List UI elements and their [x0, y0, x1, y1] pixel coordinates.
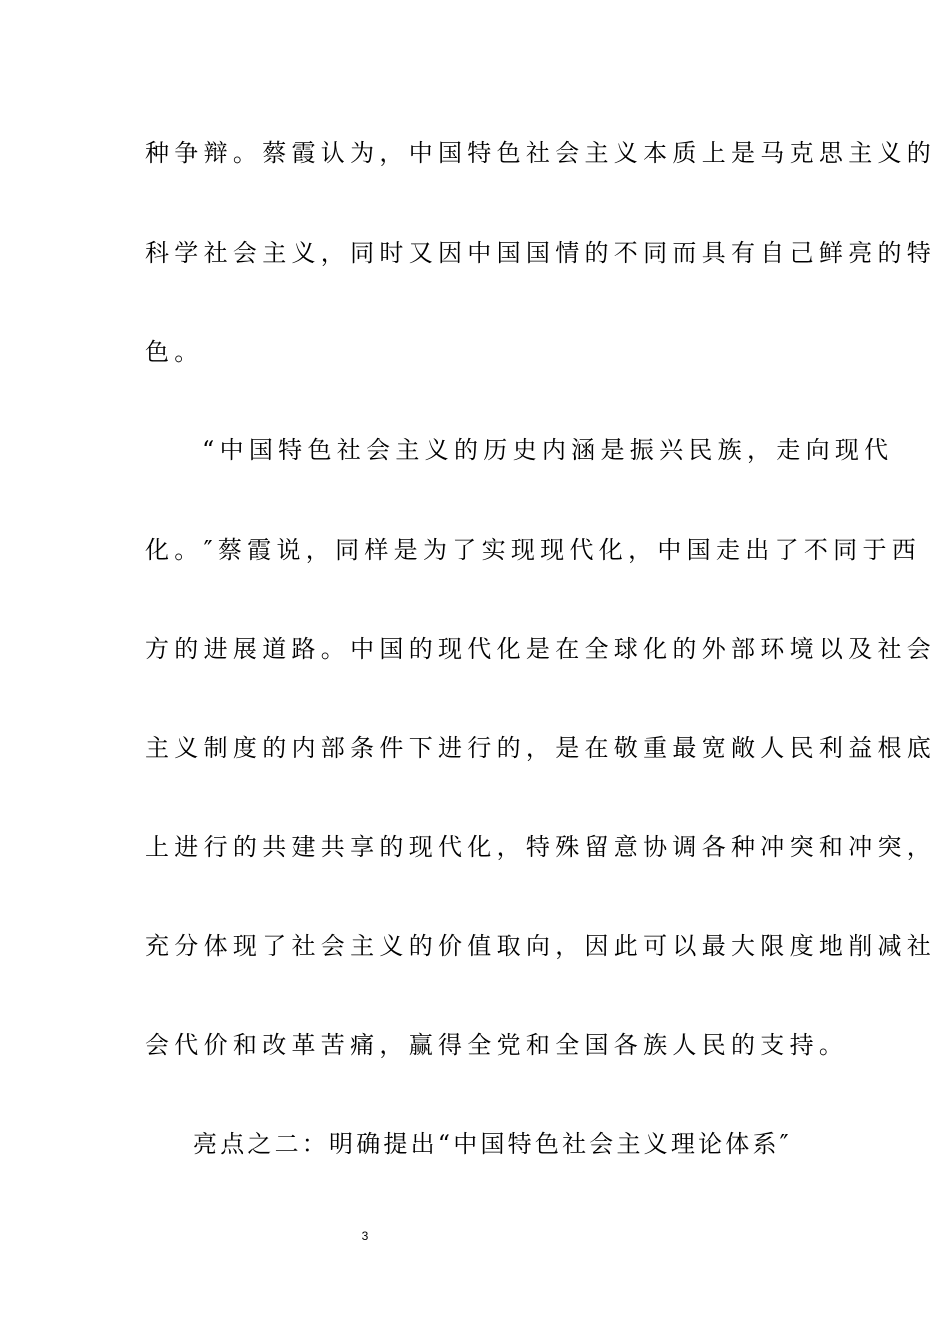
text-line: 色。: [145, 338, 204, 366]
text-line: 上进行的共建共享的现代化，特殊留意协调各种冲突和冲突，: [145, 833, 937, 861]
page-number: 3: [361, 1229, 369, 1243]
text-line: 主义制度的内部条件下进行的，是在敬重最宽敞人民利益根底: [145, 734, 937, 762]
text-line: 种争辩。蔡霞认为，中国特色社会主义本质上是马克思主义的: [145, 139, 937, 167]
section-heading: 亮点之二：明确提出“中国特色社会主义理论体系″: [193, 1130, 792, 1158]
text-line: 方的进展道路。中国的现代化是在全球化的外部环境以及社会: [145, 635, 937, 663]
text-line: 充分体现了社会主义的价值取向，因此可以最大限度地削减社: [145, 932, 937, 960]
text-line: 科学社会主义，同时又因中国国情的不同而具有自己鲜亮的特: [145, 239, 937, 267]
text-line: “中国特色社会主义的历史内涵是振兴民族，走向现代: [202, 436, 894, 464]
text-line: 化。″蔡霞说，同样是为了实现现代化，中国走出了不同于西: [145, 536, 922, 564]
text-line: 会代价和改革苦痛，赢得全党和全国各族人民的支持。: [145, 1031, 849, 1059]
